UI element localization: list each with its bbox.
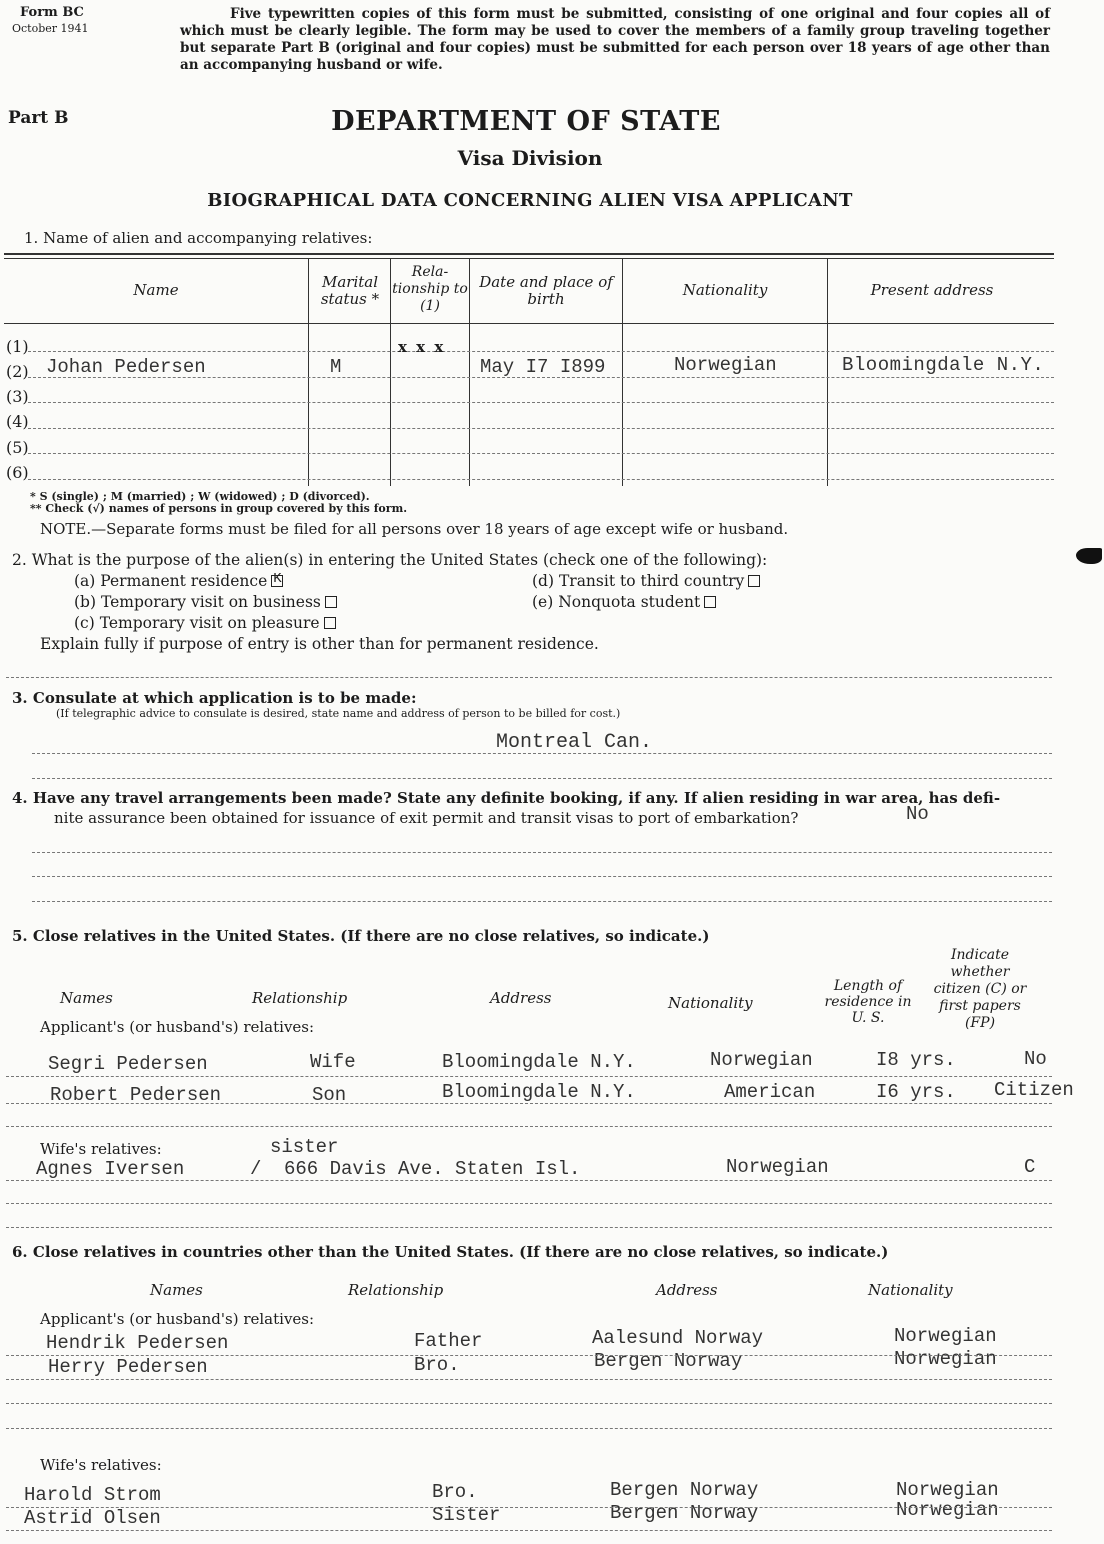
relative-nationality: Norwegian [894,1348,997,1370]
relative-nationality: Norwegian [726,1156,829,1178]
checkbox-student[interactable] [704,596,716,608]
relative-status: C [1024,1156,1036,1178]
col-header-relationship: Rela-tionship to (1) [392,264,468,314]
col-header-marital: Marital status * [320,273,380,308]
purpose-option-d [532,572,760,590]
relative-nationality: Norwegian [710,1049,813,1071]
s5-header-citizen: Indicate whether citizen (C) or first papers (FP) [933,947,1027,1031]
relative-relationship: Bro. [432,1481,478,1503]
option-label: (a) Permanent residence [74,572,268,590]
relative-address: 666 Davis Ave. Staten Isl. [284,1158,581,1180]
relative-relationship: Bro. [414,1354,460,1376]
col-header-birth: Date and place of birth [479,273,613,308]
relative-name: Hendrik Pedersen [46,1332,229,1354]
relative-address: Bergen Norway [610,1502,759,1524]
option-label: (c) Temporary visit on pleasure [74,614,320,632]
consulate-answer[interactable]: Montreal Can. [496,731,653,754]
s5-header-relationship: Relationship [252,989,348,1007]
row-number: (3) [6,387,29,406]
s5-header-nationality: Nationality [668,994,753,1012]
relative-name: Herry Pedersen [48,1356,208,1378]
s6-header-address: Address [656,1281,718,1299]
relative-relationship: Son [312,1084,347,1106]
division-title: Visa Division [457,146,603,170]
relative-name: Harold Strom [24,1484,161,1506]
s5-header-address: Address [490,989,552,1007]
row1-relationship: x x x [398,338,446,356]
relative-length: I6 yrs. [876,1081,956,1103]
option-label: (e) Nonquota student [532,593,701,611]
part-label: Part B [8,108,69,128]
purpose-explain: Explain fully if purpose of entry is other than for permanent residence. [40,635,599,653]
s6-applicant-label: Applicant's (or husband's) relatives: [40,1310,315,1328]
relative-length: I8 yrs. [876,1049,956,1071]
col-header-name: Name [133,281,179,299]
checkbox-pleasure[interactable] [324,617,336,629]
section5-title: 5. Close relatives in the United States. (If there are no close relatives, so indicate.) [12,927,710,945]
row2-nationality: Norwegian [674,354,777,376]
purpose-option-b [74,593,337,611]
name-divider: / [250,1158,262,1180]
row2-name: Johan Pedersen [46,356,206,378]
section4-line1: 4. Have any travel arrangements been made? State any definite booking, if any. If alien residing in war area, has defi- [12,789,1001,807]
section6-title: 6. Close relatives in countries other than the United States. (If there are no close relatives, so indicate.) [12,1243,889,1261]
s5-header-names: Names [60,989,113,1007]
purpose-option-c [74,614,336,632]
s6-header-names: Names [150,1281,203,1299]
s5-wife-label: Wife's relatives: [40,1140,162,1158]
relative-address: Bloomingdale N.Y. [442,1051,636,1073]
travel-answer[interactable]: No [906,803,929,825]
form-title: BIOGRAPHICAL DATA CONCERNING ALIEN VISA APPLICANT [207,190,853,211]
col-header-address: Present address [870,281,994,299]
section3-subtitle: (If telegraphic advice to consulate is desired, state name and address of person to be billed for cost.) [56,707,621,720]
s6-header-nationality: Nationality [868,1281,953,1299]
row-number: (5) [6,438,29,457]
relative-nationality: Norwegian [894,1325,997,1347]
s6-header-relationship: Relationship [348,1281,444,1299]
row-number: (6) [6,463,29,482]
purpose-option-a [74,572,283,590]
form-instructions: Five typewritten copies of this form must be submitted, consisting of one original and four copies all of which must be clearly legible. The form may be used to cover the members of a family group traveling together but separate Part B (original and four copies) must be submitted for each person over 18 years of age other than an accompanying husband or wife. [180,6,1050,73]
relative-name: Segri Pedersen [48,1053,208,1075]
relative-address: Bergen Norway [594,1350,743,1372]
relative-address: Bergen Norway [610,1479,759,1501]
checkbox-business[interactable] [325,596,337,608]
note-separate-forms: NOTE.—Separate forms must be filed for all persons over 18 years of age except wife or husband. [40,520,789,538]
relative-name: Agnes Iversen [36,1158,185,1180]
option-label: (b) Temporary visit on business [74,593,321,611]
checkbox-transit[interactable] [748,575,760,587]
relative-relationship: Father [414,1330,483,1352]
relative-address: Aalesund Norway [592,1327,764,1349]
section4-title-2: nite assurance been obtained for issuance of exit permit and transit visas to port of embarkation? [54,809,799,827]
relative-name: Robert Pedersen [50,1084,222,1106]
relative-relationship: Wife [310,1051,356,1073]
purpose-option-e [532,593,716,611]
s5-applicant-label: Applicant's (or husband's) relatives: [40,1018,315,1036]
form-code: Form BC [20,5,84,20]
footnote-marital: * S (single) ; M (married) ; W (widowed) ; D (divorced). [30,490,370,503]
row-number: (4) [6,412,29,431]
relative-status: No [1024,1048,1047,1070]
row2-birth: May I7 I899 [480,356,606,378]
row-number: (1) [6,337,29,356]
row2-address: Bloomingdale N.Y. [842,354,1045,376]
s6-wife-label: Wife's relatives: [40,1456,162,1474]
option-label: (d) Transit to third country [532,572,745,590]
relative-nationality: Norwegian [896,1499,999,1521]
section1-title: 1. Name of alien and accompanying relatives: [24,229,373,247]
section3-title: 3. Consulate at which application is to be made: [12,689,417,707]
checkbox-permanent-residence[interactable] [271,575,283,587]
relative-status: Citizen [994,1079,1074,1101]
s5-header-length: Length of residence in U. S. [824,978,912,1026]
relative-nationality: Norwegian [896,1479,999,1501]
section4-title-1 [12,789,1000,807]
relative-relationship: sister [270,1136,339,1158]
relative-relationship: Sister [432,1504,501,1526]
section2-title: 2. What is the purpose of the alien(s) in entering the United States (check one of the following): [12,551,768,569]
row-number: (2) [6,362,29,381]
ink-mark [1076,548,1102,564]
relative-address: Bloomingdale N.Y. [442,1081,636,1103]
relative-name: Astrid Olsen [24,1507,161,1529]
department-title: DEPARTMENT OF STATE [331,106,721,137]
form-date: October 1941 [12,22,89,35]
col-header-nationality: Nationality [682,281,768,299]
footnote-check: ** Check (√) names of persons in group covered by this form. [30,502,408,515]
relative-nationality: American [724,1081,816,1103]
row2-marital: M [330,356,342,378]
